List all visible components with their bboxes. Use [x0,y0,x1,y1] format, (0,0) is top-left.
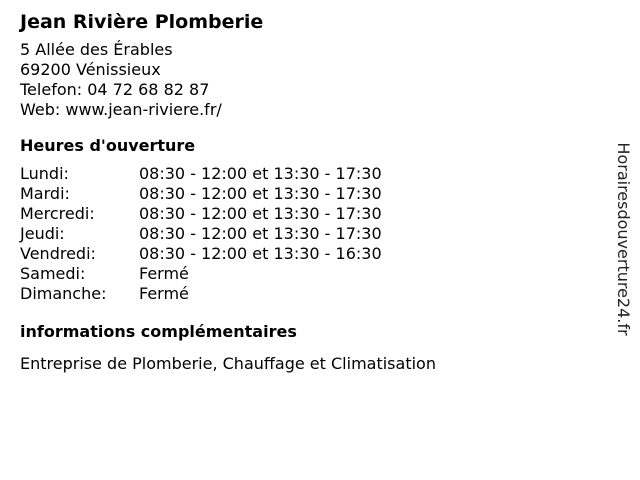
business-card [20,8,600,374]
hours-time-value: Fermé [139,264,189,283]
hours-day-label: Mardi: [20,184,70,203]
address-street: 5 Allée des Érables [20,40,173,59]
hours-row-friday [20,244,600,264]
opening-hours-heading: Heures d'ouverture [20,136,196,155]
hours-day-label: Dimanche: [20,284,107,303]
hours-time-value: 08:30 - 12:00 et 13:30 - 17:30 [139,224,382,243]
additional-info-heading: informations complémentaires [20,322,297,341]
hours-day-label: Jeudi: [20,224,65,243]
hours-row-monday [20,164,600,184]
business-name: Jean Rivière Plomberie [20,11,264,33]
hours-row-thursday [20,224,600,244]
hours-time-value: 08:30 - 12:00 et 13:30 - 17:30 [139,204,382,223]
website-link[interactable]: Web: www.jean-riviere.fr/ [20,100,222,119]
hours-day-label: Vendredi: [20,244,96,263]
site-watermark: Horairesdouverture24.fr [614,142,633,336]
hours-day-label: Lundi: [20,164,69,183]
opening-hours-table [20,164,600,304]
hours-row-saturday [20,264,600,284]
address-city: 69200 Vénissieux [20,60,161,79]
additional-info-text: Entreprise de Plomberie, Chauffage et Climatisation [20,354,436,373]
phone-number: Telefon: 04 72 68 82 87 [20,80,210,99]
hours-row-sunday [20,284,600,304]
hours-row-tuesday [20,184,600,204]
hours-day-label: Samedi: [20,264,86,283]
hours-row-wednesday [20,204,600,224]
hours-time-value: 08:30 - 12:00 et 13:30 - 16:30 [139,244,382,263]
hours-time-value: Fermé [139,284,189,303]
hours-time-value: 08:30 - 12:00 et 13:30 - 17:30 [139,164,382,183]
hours-time-value: 08:30 - 12:00 et 13:30 - 17:30 [139,184,382,203]
hours-day-label: Mercredi: [20,204,95,223]
